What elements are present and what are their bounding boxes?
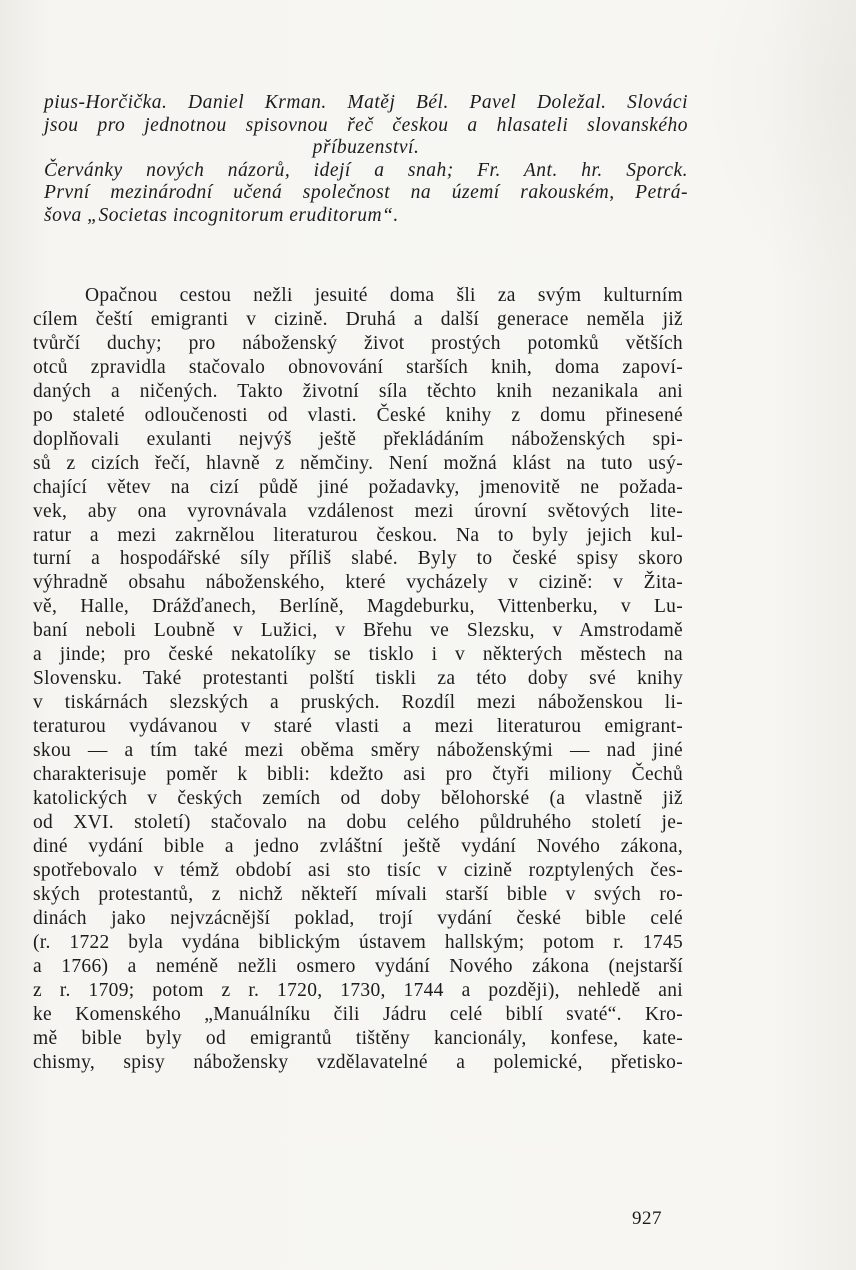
body-line: (r. 1722 byla vydána biblickým ústavem hallským; potom r. 1745 (33, 931, 683, 953)
body-line: charakterisuje poměr k bibli: kdežto asi pro čtyři miliony Čechů (33, 764, 683, 786)
body-line: po staleté odloučenosti od vlasti. České knihy z domu přinesené (33, 404, 683, 426)
body-line: teraturou vydávanou v staré vlasti a mezi literaturou emigrant- (33, 716, 683, 738)
body-line: Opačnou cestou nežli jesuité doma šli za svým kulturním (85, 285, 683, 306)
summary-line: příbuzenství. (312, 137, 420, 158)
body-line: skou — a tím také mezi oběma směry náboženskými — nad jiné (33, 740, 683, 762)
body-line: spotřebovalo v témž období asi sto tisíc v cizině rozptylených čes- (33, 859, 683, 881)
body-line: dinách jako nejvzácnější poklad, trojí vydání české bible celé (33, 907, 683, 929)
body-line: otců zpravidla stačovalo obnovování starších knih, doma zapoví- (33, 356, 683, 378)
body-line: ských protestantů, z nichž někteří mívali starší bible v svých ro- (33, 883, 683, 905)
body-line: daných a ničených. Takto životní síla těchto knih nezanikala ani (33, 380, 683, 402)
page-shadow (696, 0, 856, 300)
body-line: baní neboli Loubně v Lužici, v Břehu ve Slezsku, v Amstrodamě (33, 620, 683, 642)
body-line: a jinde; pro české nekatolíky se tisklo i v některých městech na (33, 644, 683, 666)
summary-line: jsou pro jednotnou spisovnou řeč českou a hlasateli slovanského (44, 114, 688, 136)
body-line: sů z cizích řečí, hlavně z němčiny. Není možná klást na tuto usý- (33, 452, 683, 474)
body-line: od XVI. století) stačovalo na dobu celého půldruhého století je- (33, 811, 683, 833)
body-paragraph (33, 284, 683, 1074)
body-line: ratur a mezi zakrnělou literaturou českou. Na to byly jejich kul- (33, 524, 683, 546)
body-line: mě bible byly od emigrantů tištěny kancionály, konfese, kate- (33, 1027, 683, 1049)
body-line: a 1766) a neméně nežli osmero vydání Nového zákona (nejstarší (33, 955, 683, 977)
body-line: katolických v českých zemích od doby bělohorské (a vlastně již (33, 788, 683, 810)
body-line: Slovensku. Také protestanti polští tiskli za této doby své knihy (33, 668, 683, 690)
body-line: vek, aby ona vyrovnávala vzdálenost mezi úrovní světových lite- (33, 500, 683, 522)
summary-line: pius-Horčička. Daniel Krman. Matěj Bél. Pavel Doležal. Slováci (44, 92, 688, 113)
body-line: cílem čeští emigranti v cizině. Druhá a další generace neměla již (33, 308, 683, 330)
body-line: vě, Halle, Drážďanech, Berlíně, Magdeburku, Vittenberku, v Lu- (33, 596, 683, 618)
chapter-summary (44, 92, 688, 227)
body-line: turní a hospodářské síly příliš slabé. Byly to české spisy skoro (33, 548, 683, 570)
body-line: v tiskárnách slezských a pruských. Rozdíl mezi náboženskou li- (33, 692, 683, 714)
body-line: diné vydání bible a jedno zvláštní ještě vydání Nového zákona, (33, 835, 683, 857)
body-line: chající větev na cizí půdě jiné požadavky, jmenovitě ne požada- (33, 476, 683, 498)
body-line: ke Komenského „Manuálníku čili Jádru celé biblí svaté“. Kro- (33, 1003, 683, 1025)
summary-line: šova „Societas incognitorum eruditorum“. (44, 204, 399, 226)
summary-line: První mezinárodní učená společnost na území rakouském, Petrá- (44, 182, 688, 203)
summary-line: Červánky nových názorů, idejí a snah; Fr. Ant. hr. Sporck. (44, 159, 688, 181)
body-line: výhradně obsahu náboženského, které vycházely v cizině: v Žita- (33, 572, 683, 594)
body-line: z r. 1709; potom z r. 1720, 1730, 1744 a později), nehledě ani (33, 979, 683, 1001)
body-line: tvůrčí duchy; pro náboženský život prostých potomků větších (33, 332, 683, 354)
body-line: doplňovali exulanti nejvýš ještě překládáním náboženských spi- (33, 428, 683, 450)
page-number: 927 (632, 1208, 662, 1229)
body-line: chismy, spisy nábožensky vzdělavatelné a polemické, přetisko- (33, 1051, 683, 1073)
